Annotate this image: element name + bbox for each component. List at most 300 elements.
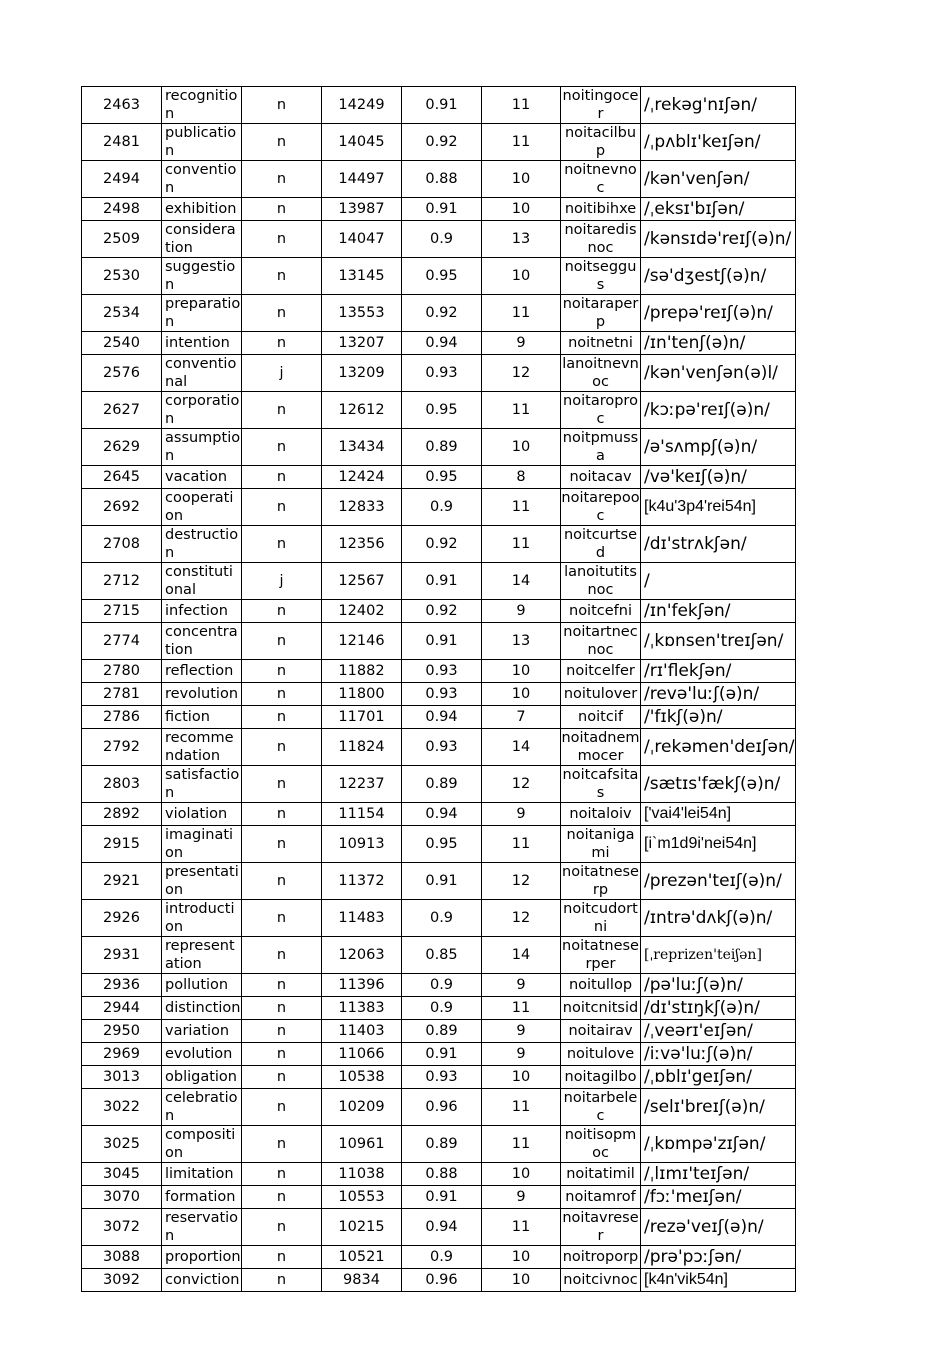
reversed-word-text: noitatimil xyxy=(566,1166,635,1182)
part-of-speech-text: n xyxy=(276,201,287,217)
dispersion-text: 0.9 xyxy=(429,977,454,993)
reversed-word-text: noitanigami xyxy=(566,827,635,861)
dispersion-text: 0.94 xyxy=(425,335,458,351)
reversed-word-text: noitaredisnoc xyxy=(564,222,637,256)
dispersion-text: 0.94 xyxy=(425,806,458,822)
reversed-word-text: noitcudortni xyxy=(563,901,638,935)
frequency-cell xyxy=(322,706,402,729)
pronunciation-cell xyxy=(641,295,796,332)
rank-text: 2463 xyxy=(103,97,140,113)
reversed-word-text: noitulover xyxy=(563,686,638,702)
length-text: 11 xyxy=(511,536,531,552)
reversed-word-text: noitcivnoc xyxy=(563,1272,638,1288)
frequency-text: 11701 xyxy=(338,709,385,725)
word-text: obligation xyxy=(165,1069,237,1085)
length-cell xyxy=(482,1269,561,1292)
part-of-speech-cell xyxy=(242,803,322,826)
reversed-word-text: noitroporp xyxy=(562,1249,639,1265)
dispersion-text: 0.93 xyxy=(425,663,458,679)
part-of-speech-text: j xyxy=(279,365,284,381)
part-of-speech-cell xyxy=(242,1246,322,1269)
dispersion-cell xyxy=(402,1126,482,1163)
table-body xyxy=(82,87,796,1292)
pronunciation-text: /ˌkɒnsen'treɪʃən/ xyxy=(644,632,784,650)
table-row xyxy=(82,900,796,937)
dispersion-text: 0.91 xyxy=(425,1189,458,1205)
part-of-speech-text: n xyxy=(276,1272,287,1288)
word-cell xyxy=(162,258,242,295)
pronunciation-cell xyxy=(641,729,796,766)
reversed-word-cell xyxy=(561,623,641,660)
dispersion-text: 0.89 xyxy=(425,776,458,792)
length-text: 7 xyxy=(516,709,526,725)
length-cell xyxy=(482,526,561,563)
pronunciation-cell xyxy=(641,1020,796,1043)
word-text: cooperation xyxy=(165,490,234,524)
rank-cell xyxy=(82,600,162,623)
length-text: 11 xyxy=(511,305,531,321)
part-of-speech-text: n xyxy=(276,268,287,284)
table-row xyxy=(82,429,796,466)
rank-text: 2645 xyxy=(103,469,140,485)
length-text: 10 xyxy=(511,201,531,217)
reversed-word-text: noitcefni xyxy=(569,603,632,619)
pronunciation-text: /ˌveərɪ'eɪʃən/ xyxy=(644,1021,753,1041)
reversed-word-text: noitseggus xyxy=(564,259,637,293)
rank-cell xyxy=(82,1066,162,1089)
frequency-text: 11038 xyxy=(338,1166,385,1182)
length-cell xyxy=(482,729,561,766)
word-cell xyxy=(162,1043,242,1066)
length-cell xyxy=(482,997,561,1020)
length-cell xyxy=(482,392,561,429)
reversed-word-cell xyxy=(561,526,641,563)
rank-text: 2774 xyxy=(103,633,140,649)
word-cell xyxy=(162,1020,242,1043)
reversed-word-text: noitavreser xyxy=(562,1210,639,1244)
reversed-word-cell xyxy=(561,706,641,729)
part-of-speech-text: n xyxy=(276,231,287,247)
reversed-word-cell xyxy=(561,392,641,429)
length-text: 9 xyxy=(516,335,526,351)
part-of-speech-text: n xyxy=(276,806,287,822)
dispersion-cell xyxy=(402,1066,482,1089)
rank-cell xyxy=(82,937,162,974)
part-of-speech-text: n xyxy=(276,1046,287,1062)
dispersion-cell xyxy=(402,660,482,683)
pronunciation-text: /ə'sʌmpʃ(ə)n/ xyxy=(644,438,758,456)
length-text: 14 xyxy=(511,739,531,755)
pronunciation-text: /ˌpʌblɪ'keɪʃən/ xyxy=(644,133,761,151)
part-of-speech-cell xyxy=(242,526,322,563)
pronunciation-text: [i`m1d9i'nei54n] xyxy=(644,835,757,852)
reversed-word-text: noitullop xyxy=(568,977,633,993)
length-text: 12 xyxy=(511,910,531,926)
part-of-speech-cell xyxy=(242,1126,322,1163)
rank-text: 2792 xyxy=(103,739,140,755)
dispersion-text: 0.95 xyxy=(425,836,458,852)
reversed-word-text: noitcafsitas xyxy=(562,767,639,801)
word-text: exhibition xyxy=(165,201,237,217)
length-text: 11 xyxy=(511,499,531,515)
rank-cell xyxy=(82,997,162,1020)
part-of-speech-text: j xyxy=(279,573,284,589)
frequency-cell xyxy=(322,295,402,332)
rank-text: 3022 xyxy=(103,1099,140,1115)
reversed-word-cell xyxy=(561,826,641,863)
dispersion-text: 0.89 xyxy=(425,1136,458,1152)
rank-cell xyxy=(82,392,162,429)
reversed-word-cell xyxy=(561,466,641,489)
word-cell xyxy=(162,1186,242,1209)
word-text: conventional xyxy=(165,356,237,390)
part-of-speech-text: n xyxy=(276,1000,287,1016)
dispersion-cell xyxy=(402,563,482,600)
pronunciation-text: /sætɪs'fækʃ(ə)n/ xyxy=(644,775,781,793)
dispersion-text: 0.94 xyxy=(425,709,458,725)
word-text: convention xyxy=(165,162,237,196)
rank-cell xyxy=(82,489,162,526)
part-of-speech-text: n xyxy=(276,1166,287,1182)
word-cell xyxy=(162,563,242,600)
pronunciation-cell xyxy=(641,526,796,563)
part-of-speech-cell xyxy=(242,1066,322,1089)
pronunciation-text: [k4n'vik54n] xyxy=(644,1271,728,1288)
frequency-text: 12146 xyxy=(338,633,385,649)
frequency-cell xyxy=(322,355,402,392)
frequency-cell xyxy=(322,258,402,295)
rank-cell xyxy=(82,1246,162,1269)
rank-text: 2629 xyxy=(103,439,140,455)
rank-cell xyxy=(82,161,162,198)
word-text: proportion xyxy=(165,1249,241,1265)
pronunciation-cell xyxy=(641,997,796,1020)
reversed-word-text: noitacav xyxy=(569,469,632,485)
dispersion-cell xyxy=(402,526,482,563)
part-of-speech-cell xyxy=(242,161,322,198)
word-text: corporation xyxy=(165,393,240,427)
word-cell xyxy=(162,1089,242,1126)
pronunciation-cell xyxy=(641,489,796,526)
word-cell xyxy=(162,660,242,683)
dispersion-cell xyxy=(402,466,482,489)
frequency-cell xyxy=(322,974,402,997)
rank-text: 2494 xyxy=(103,171,140,187)
frequency-text: 14047 xyxy=(338,231,385,247)
reversed-word-cell xyxy=(561,863,641,900)
pronunciation-text: /iːvə'luːʃ(ə)n/ xyxy=(644,1044,753,1064)
table-row xyxy=(82,623,796,660)
dispersion-text: 0.95 xyxy=(425,268,458,284)
frequency-text: 10913 xyxy=(338,836,385,852)
word-text: introduction xyxy=(165,901,235,935)
pronunciation-text: [k4u'3p4'rei54n] xyxy=(644,498,756,515)
frequency-text: 11403 xyxy=(338,1023,385,1039)
frequency-cell xyxy=(322,161,402,198)
frequency-text: 10521 xyxy=(338,1249,385,1265)
word-text: presentation xyxy=(165,864,239,898)
part-of-speech-text: n xyxy=(276,402,287,418)
reversed-word-cell xyxy=(561,660,641,683)
frequency-cell xyxy=(322,1163,402,1186)
length-cell xyxy=(482,900,561,937)
pronunciation-text: /rɪ'flekʃən/ xyxy=(644,661,732,681)
length-cell xyxy=(482,429,561,466)
rank-cell xyxy=(82,355,162,392)
dispersion-text: 0.88 xyxy=(425,1166,458,1182)
word-text: assumption xyxy=(165,430,241,464)
pronunciation-text: /ˌeksɪ'bɪʃən/ xyxy=(644,199,745,219)
dispersion-text: 0.88 xyxy=(425,171,458,187)
length-text: 10 xyxy=(511,268,531,284)
rank-text: 2712 xyxy=(103,573,140,589)
dispersion-cell xyxy=(402,826,482,863)
dispersion-text: 0.85 xyxy=(425,947,458,963)
word-text: celebration xyxy=(165,1090,238,1124)
pronunciation-text: /və'keɪʃ(ə)n/ xyxy=(644,467,747,487)
reversed-word-cell xyxy=(561,937,641,974)
word-cell xyxy=(162,1126,242,1163)
length-text: 9 xyxy=(516,1023,526,1039)
rank-cell xyxy=(82,1089,162,1126)
table-row xyxy=(82,826,796,863)
pronunciation-text: /rezə'veɪʃ(ə)n/ xyxy=(644,1218,764,1236)
dispersion-text: 0.96 xyxy=(425,1272,458,1288)
dispersion-cell xyxy=(402,729,482,766)
frequency-text: 12402 xyxy=(338,603,385,619)
word-cell xyxy=(162,1163,242,1186)
length-cell xyxy=(482,489,561,526)
dispersion-text: 0.93 xyxy=(425,1069,458,1085)
part-of-speech-cell xyxy=(242,1043,322,1066)
length-text: 11 xyxy=(511,1000,531,1016)
rank-text: 2534 xyxy=(103,305,140,321)
word-cell xyxy=(162,87,242,124)
reversed-word-cell xyxy=(561,766,641,803)
length-cell xyxy=(482,1186,561,1209)
length-cell xyxy=(482,221,561,258)
pronunciation-cell xyxy=(641,660,796,683)
frequency-cell xyxy=(322,729,402,766)
frequency-text: 11483 xyxy=(338,910,385,926)
word-cell xyxy=(162,198,242,221)
frequency-text: 12833 xyxy=(338,499,385,515)
table-row xyxy=(82,332,796,355)
frequency-cell xyxy=(322,1020,402,1043)
word-text: conviction xyxy=(165,1272,240,1288)
frequency-cell xyxy=(322,1269,402,1292)
rank-text: 3045 xyxy=(103,1166,140,1182)
length-text: 14 xyxy=(511,947,531,963)
length-cell xyxy=(482,1126,561,1163)
part-of-speech-cell xyxy=(242,600,322,623)
length-text: 11 xyxy=(511,1136,531,1152)
part-of-speech-text: n xyxy=(276,97,287,113)
frequency-text: 13987 xyxy=(338,201,385,217)
dispersion-text: 0.89 xyxy=(425,439,458,455)
rank-cell xyxy=(82,87,162,124)
table-row xyxy=(82,1186,796,1209)
part-of-speech-cell xyxy=(242,221,322,258)
table-row xyxy=(82,1126,796,1163)
part-of-speech-text: n xyxy=(276,1099,287,1115)
length-text: 10 xyxy=(511,686,531,702)
rank-text: 2498 xyxy=(103,201,140,217)
table-row xyxy=(82,1246,796,1269)
word-cell xyxy=(162,766,242,803)
length-cell xyxy=(482,87,561,124)
word-cell xyxy=(162,600,242,623)
part-of-speech-text: n xyxy=(276,663,287,679)
length-text: 11 xyxy=(511,134,531,150)
table-row xyxy=(82,258,796,295)
rank-cell xyxy=(82,1186,162,1209)
table-row xyxy=(82,489,796,526)
frequency-text: 12612 xyxy=(338,402,385,418)
word-text: destruction xyxy=(165,527,239,561)
length-text: 12 xyxy=(511,776,531,792)
reversed-word-text: noitcif xyxy=(578,709,623,725)
rank-cell xyxy=(82,706,162,729)
part-of-speech-text: n xyxy=(276,171,287,187)
pronunciation-text: /fɔː'meɪʃən/ xyxy=(644,1187,742,1207)
frequency-cell xyxy=(322,563,402,600)
dispersion-cell xyxy=(402,997,482,1020)
dispersion-cell xyxy=(402,623,482,660)
length-cell xyxy=(482,623,561,660)
pronunciation-text: /ɪn'fekʃən/ xyxy=(644,601,731,621)
reversed-word-text: noitatneserper xyxy=(562,938,639,972)
reversed-word-text: noitibihxe xyxy=(564,201,637,217)
word-text: pollution xyxy=(165,977,229,993)
rank-cell xyxy=(82,623,162,660)
word-cell xyxy=(162,124,242,161)
word-text: revolution xyxy=(165,686,239,702)
word-cell xyxy=(162,161,242,198)
part-of-speech-cell xyxy=(242,198,322,221)
word-text: vacation xyxy=(165,469,228,485)
pronunciation-cell xyxy=(641,1066,796,1089)
table-row xyxy=(82,526,796,563)
dispersion-cell xyxy=(402,295,482,332)
part-of-speech-text: n xyxy=(276,910,287,926)
length-text: 11 xyxy=(511,402,531,418)
frequency-cell xyxy=(322,1089,402,1126)
part-of-speech-cell xyxy=(242,623,322,660)
pronunciation-cell xyxy=(641,87,796,124)
reversed-word-text: noitacilbup xyxy=(564,125,637,159)
part-of-speech-cell xyxy=(242,660,322,683)
frequency-cell xyxy=(322,803,402,826)
dispersion-cell xyxy=(402,900,482,937)
frequency-text: 14497 xyxy=(338,171,385,187)
frequency-cell xyxy=(322,466,402,489)
part-of-speech-cell xyxy=(242,392,322,429)
word-cell xyxy=(162,466,242,489)
dispersion-text: 0.91 xyxy=(425,633,458,649)
reversed-word-text: noitcnitsid xyxy=(562,1000,639,1016)
word-cell xyxy=(162,729,242,766)
frequency-text: 11882 xyxy=(338,663,385,679)
table-row xyxy=(82,124,796,161)
part-of-speech-text: n xyxy=(276,873,287,889)
length-text: 11 xyxy=(511,1219,531,1235)
rank-cell xyxy=(82,826,162,863)
pronunciation-cell xyxy=(641,803,796,826)
dispersion-cell xyxy=(402,124,482,161)
reversed-word-cell xyxy=(561,1209,641,1246)
frequency-cell xyxy=(322,937,402,974)
frequency-text: 11066 xyxy=(338,1046,385,1062)
table-row xyxy=(82,937,796,974)
pronunciation-cell xyxy=(641,466,796,489)
frequency-text: 13209 xyxy=(338,365,385,381)
word-cell xyxy=(162,623,242,660)
word-frequency-table xyxy=(81,86,796,1292)
word-text: reservation xyxy=(165,1210,239,1244)
dispersion-cell xyxy=(402,221,482,258)
dispersion-cell xyxy=(402,706,482,729)
word-cell xyxy=(162,1246,242,1269)
word-cell xyxy=(162,332,242,355)
frequency-cell xyxy=(322,392,402,429)
reversed-word-cell xyxy=(561,974,641,997)
rank-text: 3072 xyxy=(103,1219,140,1235)
pronunciation-cell xyxy=(641,563,796,600)
dispersion-text: 0.9 xyxy=(429,1249,454,1265)
reversed-word-text: noitarepooc xyxy=(561,490,640,524)
part-of-speech-text: n xyxy=(276,499,287,515)
frequency-cell xyxy=(322,1043,402,1066)
word-cell xyxy=(162,863,242,900)
part-of-speech-cell xyxy=(242,355,322,392)
rank-cell xyxy=(82,332,162,355)
length-cell xyxy=(482,1163,561,1186)
part-of-speech-cell xyxy=(242,489,322,526)
reversed-word-text: noitcelfer xyxy=(566,663,635,679)
dispersion-text: 0.91 xyxy=(425,573,458,589)
table-row xyxy=(82,863,796,900)
dispersion-text: 0.9 xyxy=(429,231,454,247)
dispersion-text: 0.94 xyxy=(425,1219,458,1235)
frequency-cell xyxy=(322,221,402,258)
dispersion-cell xyxy=(402,1043,482,1066)
table-row xyxy=(82,997,796,1020)
pronunciation-text: /revə'luːʃ(ə)n/ xyxy=(644,684,760,704)
reversed-word-cell xyxy=(561,1020,641,1043)
frequency-text: 13553 xyxy=(338,305,385,321)
table-row xyxy=(82,729,796,766)
frequency-text: 14249 xyxy=(338,97,385,113)
word-text: imagination xyxy=(165,827,234,861)
rank-text: 3092 xyxy=(103,1272,140,1288)
frequency-cell xyxy=(322,997,402,1020)
dispersion-text: 0.92 xyxy=(425,305,458,321)
reversed-word-text: lanoitnevnoc xyxy=(562,356,639,390)
rank-cell xyxy=(82,974,162,997)
pronunciation-cell xyxy=(641,1163,796,1186)
rank-text: 2921 xyxy=(103,873,140,889)
pronunciation-text: [ˌreprizen'teiʃən] xyxy=(644,947,762,963)
reversed-word-text: noitairav xyxy=(568,1023,633,1039)
pronunciation-cell xyxy=(641,221,796,258)
rank-text: 2944 xyxy=(103,1000,140,1016)
part-of-speech-text: n xyxy=(276,709,287,725)
rank-cell xyxy=(82,221,162,258)
length-cell xyxy=(482,1020,561,1043)
dispersion-cell xyxy=(402,974,482,997)
part-of-speech-cell xyxy=(242,974,322,997)
